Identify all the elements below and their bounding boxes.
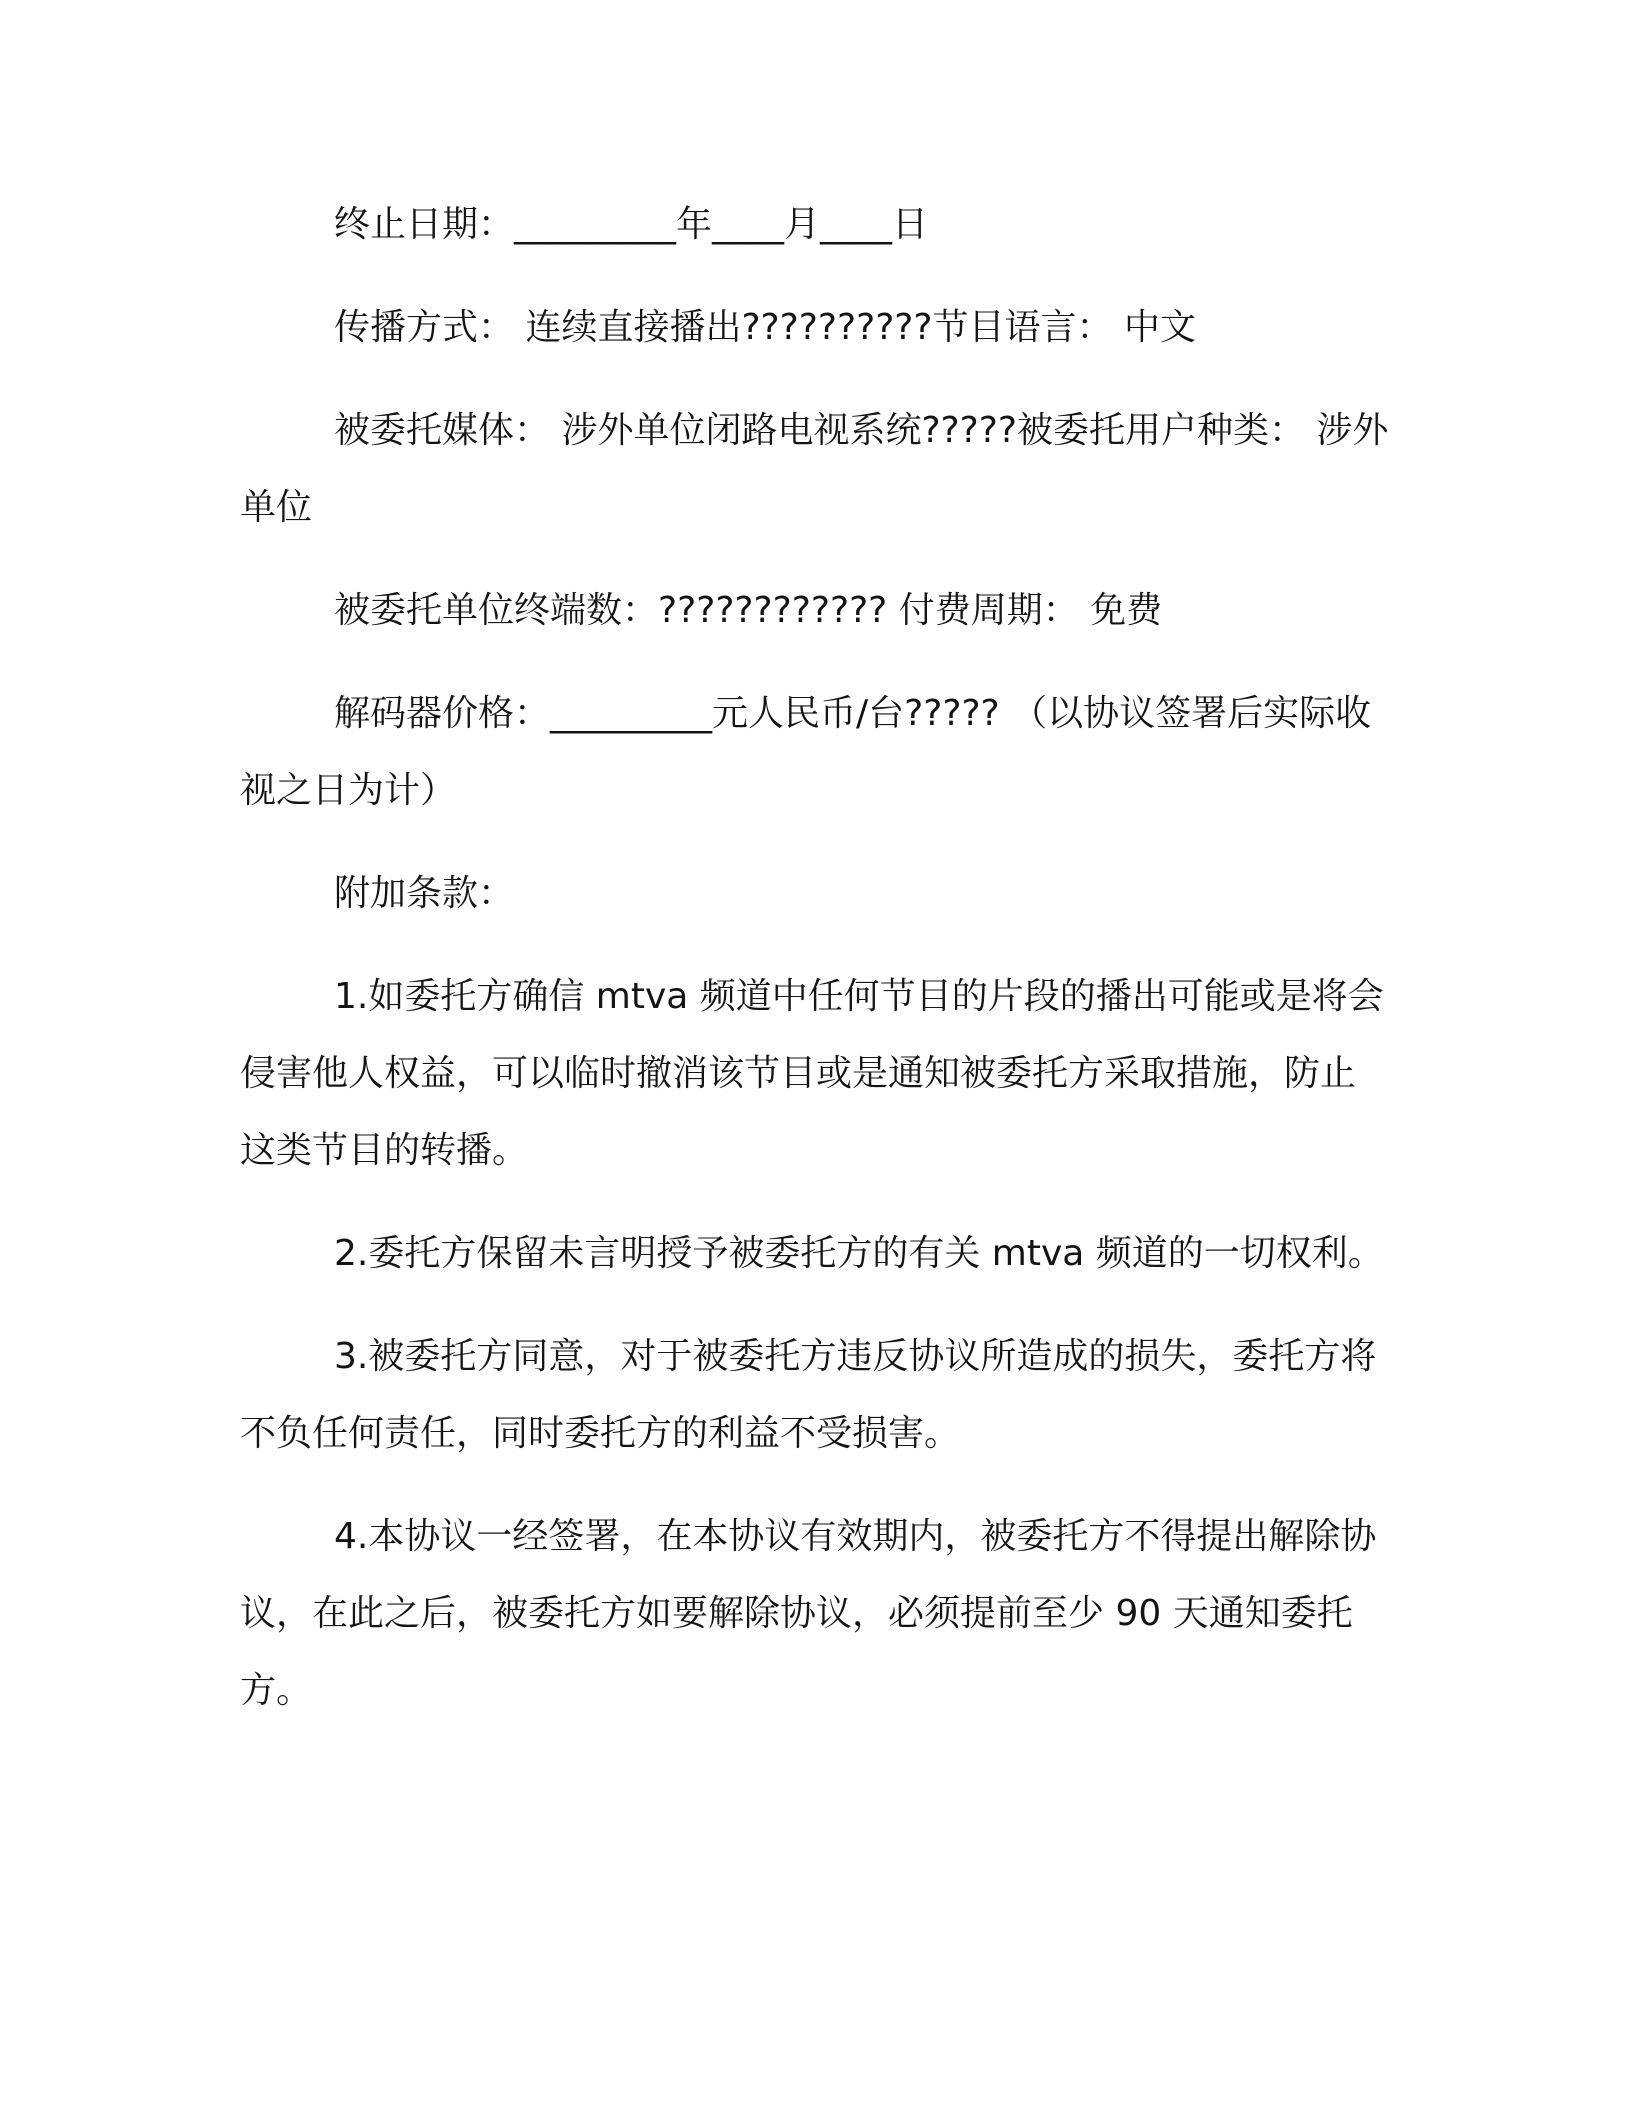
- termination-date-line: 终止日期：_________年____月____日: [334, 204, 929, 245]
- decoder-price-line: 解码器价格：_________元人民币/台????? （以协议签署后实际收视之日为计）: [240, 693, 1372, 811]
- clause-4: 4.本协议一经签署，在本协议有效期内，被委托方不得提出解除协议，在此之后，被委托方如要解除协议，必须提前至少 90 天通知委托方。: [240, 1516, 1377, 1711]
- clause-3: 3.被委托方同意，对于被委托方违反协议所造成的损失，委托方将不负任何责任，同时委托方的利益不受损害。: [240, 1336, 1377, 1454]
- broadcast-method-line: 传播方式： 连续直接播出??????????节目语言： 中文: [334, 307, 1196, 348]
- document-body: [240, 186, 1390, 1755]
- clause-2: 2.委托方保留未言明授予被委托方的有关 mtva 频道的一切权利。: [334, 1233, 1384, 1274]
- entrusted-media-line: 被委托媒体： 涉外单位闭路电视系统?????被委托用户种类： 涉外单位: [240, 410, 1389, 528]
- terminal-count-line: 被委托单位终端数：???????????? 付费周期： 免费: [334, 590, 1163, 631]
- clause-1: 1.如委托方确信 mtva 频道中任何节目的片段的播出可能或是将会侵害他人权益，可以临时撤消该节目或是通知被委托方采取措施，防止这类节目的转播。: [240, 976, 1384, 1171]
- additional-terms-heading: 附加条款：: [334, 873, 515, 914]
